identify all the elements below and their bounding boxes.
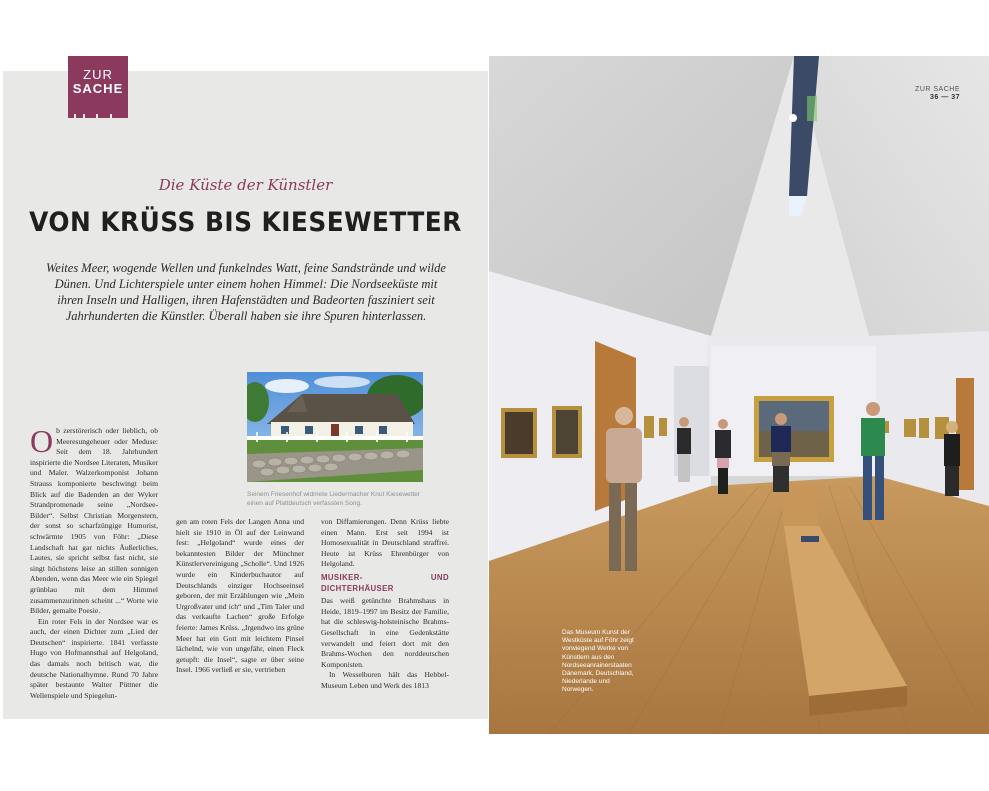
body-paragraph: In Wesselburen hält das Hebbel-Museum Leben und Werk des 1813 (321, 670, 449, 690)
right-page (489, 56, 989, 734)
body-paragraph: Ein roter Fels in der Nordsee war es auch, der einen Dichter zum „Lied der Deutschen“ inspirierte. 1841 verfasste Hugo von Hofmannsthal auf Helgoland, das damals noch britisch war, die deutsche Nationalhymne. Rund 70 Jahre später bestaunte Walter Püttner die Wellenspiele und Spiegelun- (30, 616, 158, 700)
torn-edge-decoration (68, 112, 128, 118)
page-numbers: 36 — 37 (930, 94, 960, 101)
section-tag-line1: ZUR (83, 67, 113, 82)
kicker: Die Küste der Künstler (158, 176, 333, 194)
body-column-3 (321, 517, 449, 692)
body-paragraph: Das weiß getünchte Brahmshaus in Heide, 1819–1997 im Besitz der Familie, hat die schleswig-holsteinische Brahms-Gesellschaft in eine Gedenkstätte verwandelt und feiert dort mit den Brahms-Wochen den norddeutschen Komponisten. (321, 596, 449, 669)
headline: VON KRÜSS BIS KIESEWETTER (29, 207, 462, 238)
photo-caption: Seinem Friesenhof widmete Liedermacher Knut Kiesewetter einen auf Plattdeutsch verfassten Song. (247, 491, 421, 507)
body-column-2 (176, 517, 304, 676)
thatched-house-photo (247, 372, 423, 482)
body-paragraph: von Diffamierungen. Denn Krüss liebte einen Mann. Erst seit 1994 ist Homosexualität in Deutschland straffrei. Heute ist Krüss Ehrenbürger von Helgoland. (321, 517, 449, 569)
drop-cap: O (30, 423, 54, 459)
museum-caption: Das Museum Kunst der Westküste auf Föhr zeigt vorwiegend Werke von Künstlern aus den Nordseeanrainerstaaten Dänemark, Deutschland, Niederlande und Norwegen. (562, 629, 634, 694)
lead-paragraph: Weites Meer, wogende Wellen und funkelndes Watt, feine Sandstrände und wilde Dünen. Und Lichterspiele unter einem hohen Himmel: Die Nordseeküste mit ihren Inseln und Halligen, ihren Hafenstädten und Badeorten fasziniert seit Jahrhunderten die Künstler. Überall haben sie ihre Spuren hinterlassen. (46, 261, 446, 323)
folio-section: ZUR SACHE (915, 86, 960, 93)
body-column-1 (30, 423, 158, 701)
section-tag-line2: SACHE (72, 81, 124, 96)
section-tag (68, 56, 128, 114)
subheading: MUSIKER- UND DICHTERHÄUSER (321, 572, 449, 593)
body-paragraph: gen am roten Fels der Langen Anna und hielt sie 1910 in Öl auf der Leinwand fest: „Helgoland“ wurde eines der bekanntesten Bilder der Münchner Künstlervereinigung „Scholle“. Und 1926 wurde ein Kinderbuchautor auf Deutschlands einziger Hochseeinsel geboren, der mit Erzählungen wie „Mein Urgroßvater und ich“ und „Tim Taler und das verkaufte Lachen“ große Erfolge feierte: James Krüss. „Irgendwo ins grüne Meer hat ein Gott mit leichtem Pinsel lächelnd, wie von ungefähr, einen Fleck getupft: die Insel“, sagte er über seine Insel. 1966 verließ er sie, vertrieben (176, 517, 304, 675)
body-paragraph: b zerstörerisch oder lieblich, ob Meeresungeheuer oder Meduse: Seit dem 18. Jahrhundert inspirierte die Nordsee Literaten, Musiker und Maler. Walzerkomponist Johann Strauss komponierte beschwingt beim Blick auf die Badenden an der Wyker Strandpromenade seine „Nordsee-Bilder“. Selbst Christian Morgenstern, der sonst so scharfzüngige Humorist, schwärmte 1905 von Föhr: „Diese Landschaft hat gar nichts Äußerliches, Lautes, sie spricht selbst fast nicht, sie singt höchstens leise an stillen sonnigen Abenden, wenn das Meer wie ein Spiegel grünblau mit dem Himmel zusammenzurinnen scheint ...“ Worte wie Bilder, gemalte Poesie. (30, 426, 158, 616)
left-page (3, 71, 488, 719)
folio (915, 86, 960, 102)
